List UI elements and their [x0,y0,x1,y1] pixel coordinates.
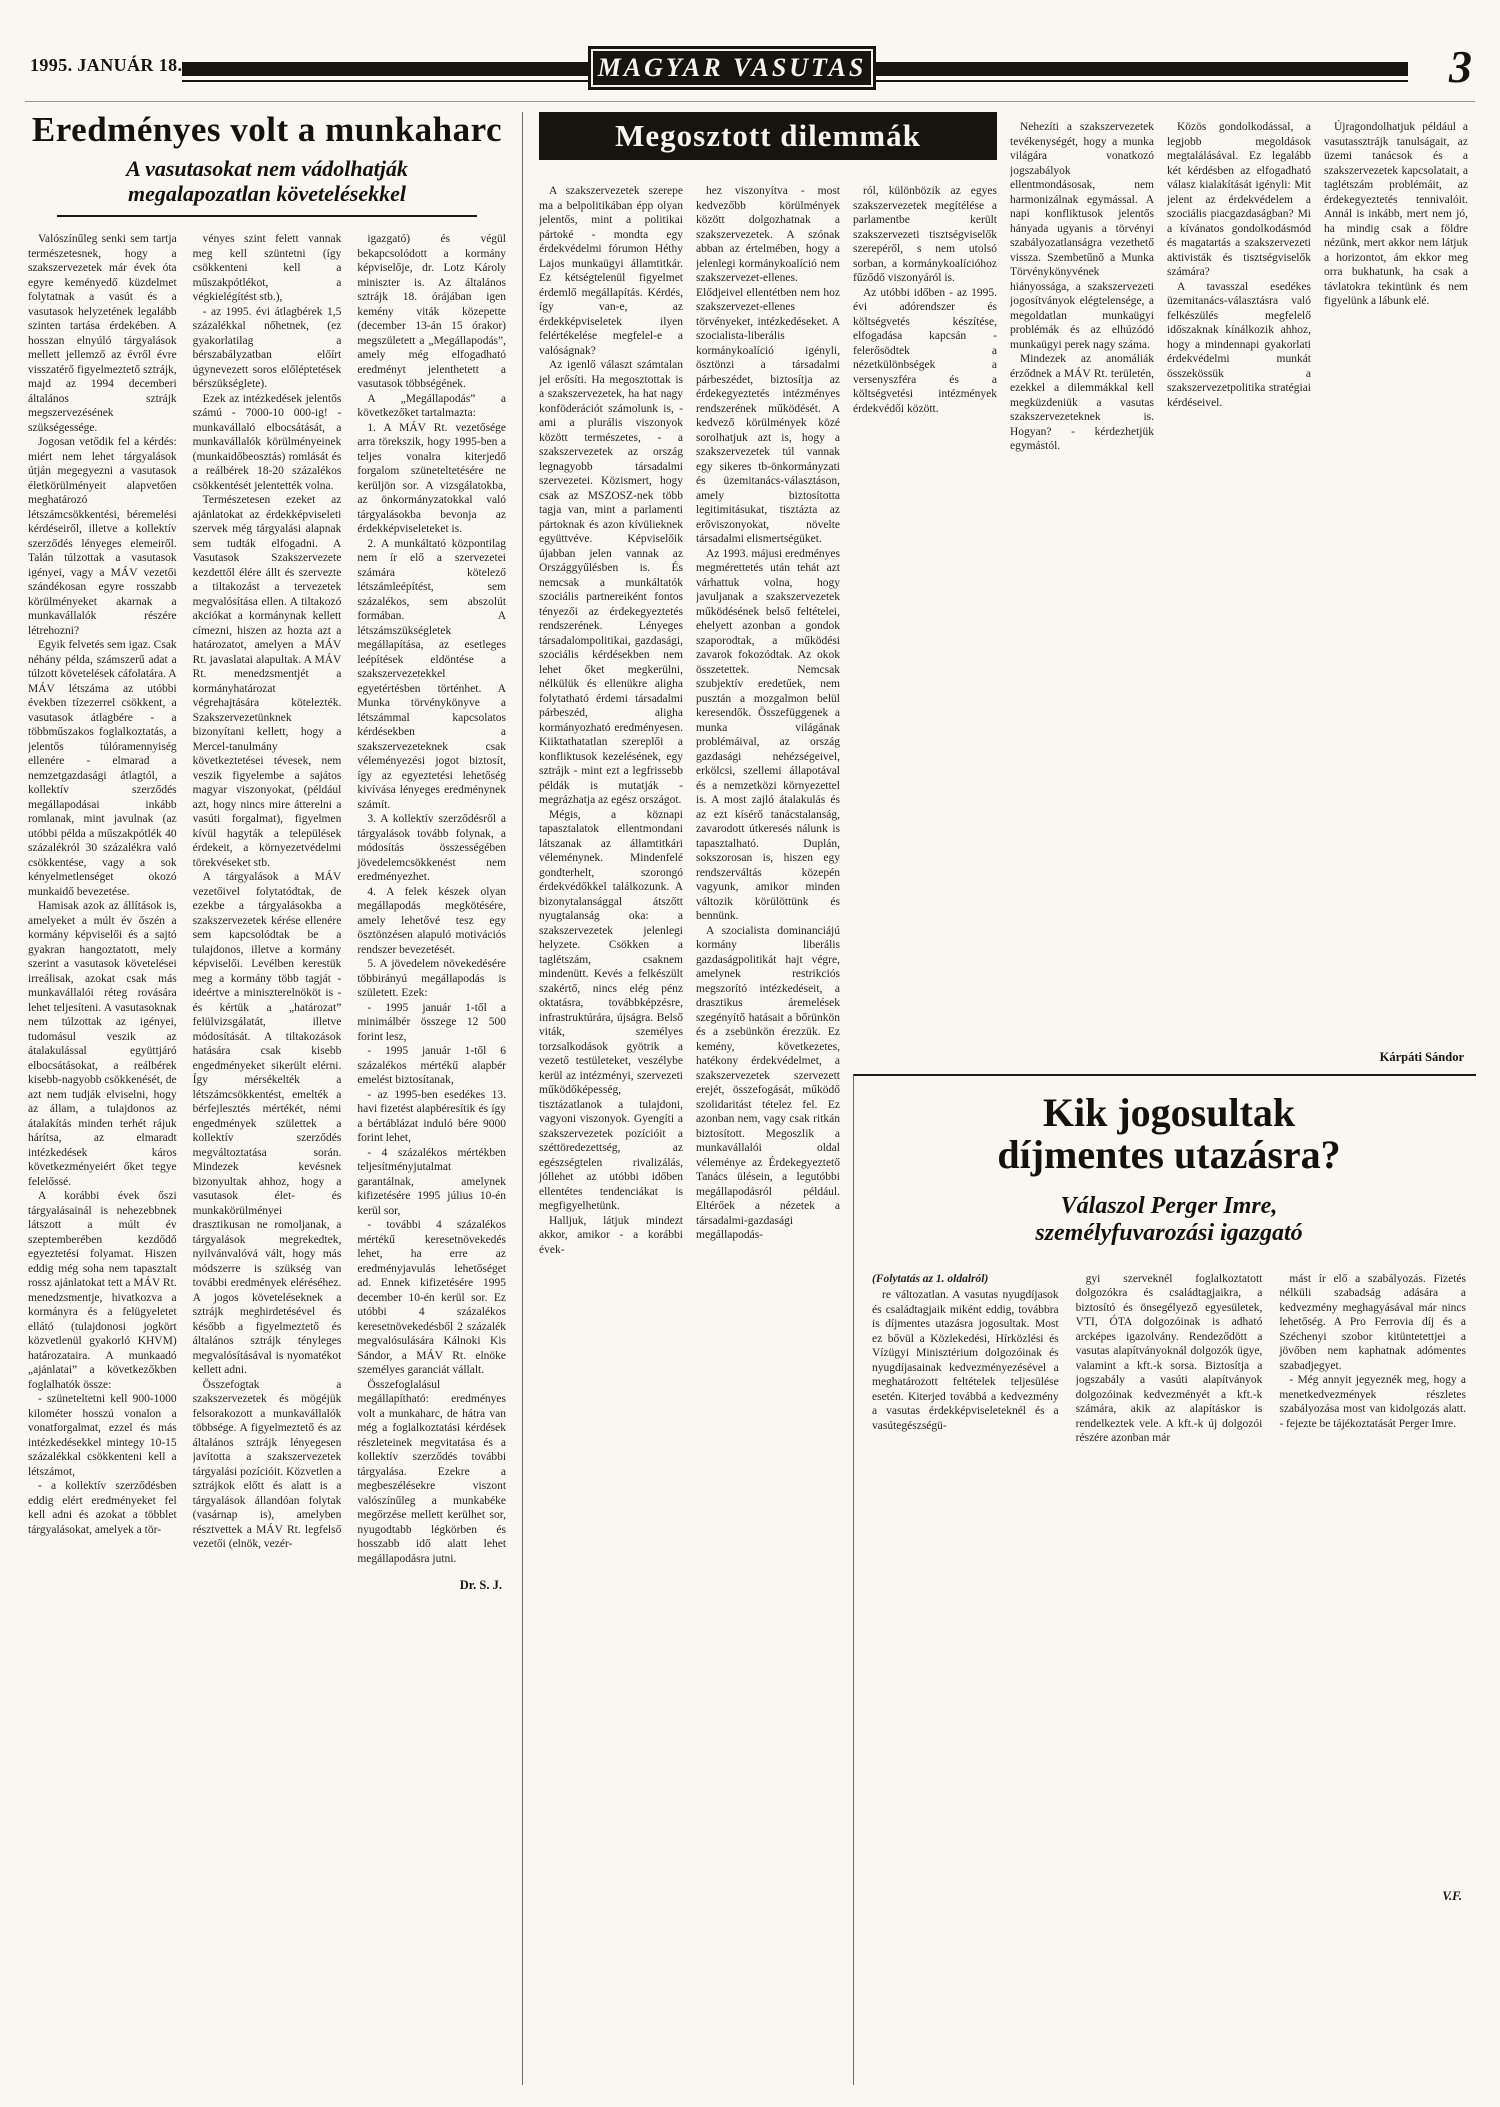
paragraph: Közös gondolkodással, a legjobb megoldások megtalálásával. Ez legalább két kérdésben az elfogadható válasz kialakítását igényli: Mit jelent az érdekvédelem a szociális piacgazdaságban? Mi a kívánatos gondolkodásmód és magatartás a szakszervezeti aktivisták és tisztségviselők számára? [1167,121,1311,278]
subtitle-line-2: személyfuvarozási igazgató [1035,1220,1303,1247]
paragraph: 5. A jövedelem növekedésére többirányú megállapodás is született. Ezek: [357,958,506,1000]
paragraph: - Még annyit jegyeznék meg, hogy a menetkedvezmények részletes szabályozása most van kidolgozás alatt. - fejezte be tájékoztatását Perger Imre. [1279,1374,1466,1430]
paragraph: Újragondolhatjuk például a vasutassztrájk tanulságait, az üzemi tanácsok és a szakszervezetek kapcsolatait, a taglétszám problémáit, az érdekegyeztetés tennivalóit. Annál is inkább, mert nem jó, ha mindig csak a földre nézünk, mert akkor nem látjuk a horizontot, ám ekkor meg orra bukhatunk, ha csak a távlatokra tekintünk és nem figyelünk a lábunk elé. [1324,121,1468,307]
dilemmak-column-4 [1010,120,1154,1070]
article-utazas [853,1074,1476,2085]
masthead-title: MAGYAR VASUTAS [597,53,867,82]
author-signature: Dr. S. J. [459,1578,503,1593]
dilemmak-column-5 [1167,120,1311,1070]
paragraph: - a kollektív szerződésben eddig elért eredményeket fel kell adni és azokat a többlet tárgyalásokat, amelyek a tör- [28,1480,177,1536]
masthead [588,46,876,90]
paragraph: Összefogtak a szakszervezetek és mögéjük felsorakozott a munkavállalók többsége. A figyelmeztető és az általános sztrájk lényegesen javította a szakszervezetek tárgyalási pozícióit. Közvetlen a sztrájkok előtt és alatt is a tárgyalások állandóan folytak (vasárnap is), amelyben résztvettek a MÁV Rt. legfelső vezetői (elnök, vezér- [192,1378,342,1551]
paragraph: A tárgyalások a MÁV vezetőivel folytatódtak, de ezekbe a tárgyalásokba a szakszervezetek kérése ellenére sem kapcsolódtak be a tulajdonos, illetve a kormány képviselői. Levélben kerestük meg a kormány több tagját - ideértve a miniszterelnököt is - és kértük a „határozat” felülvizsgálatát, illetve módosítását. A tiltakozások hatására csak kisebb engedményeket sikerült elérni. Így mérsékelték a létszámcsökkentést, emelték a bérfejlesztés mértékét, némi engedmények születtek a kollektív szerződés megváltoztatása során. Mindezek kevésnek bizonyultak ahhoz, hogy a vasutasok élet- és munkakörülményei drasztikusan ne romoljanak, a tárgyalások megrekedtek, nyilvánvalóvá vált, hogy más módszerre is szükség van további eredmények eléréséhez. A jogos követeléseknek a sztrájk meghirdetésével és később a figyelmeztető és általános sztrájk tényleges megvalósításával is nyomatékot kellett adni. [192,871,342,1377]
dilemmak-column-1 [539,184,683,2074]
author-signature: V.F. [1442,1889,1463,1904]
paragraph: Mindezek az anomáliák érződnek a MÁV Rt. területén, ezekkel a dilemmákkal kell megküzdeniük a vasutas szakszervezeteknek is. Hogyan? - kérdezhetjük egymástól. [1010,353,1154,452]
paragraph: - az 1995-ben esedékes 13. havi fizetést alapbéresítik és így a bértáblázat induló bére 9000 forint lehet, [357,1088,506,1145]
article-utazas-subtitle [872,1193,1466,1248]
paragraph: Hamisak azok az állítások is, amelyeket a múlt év őszén a kormány képviselői és a sajtó gyakran hangoztatott, mely szerint a vasutasok követelései irreálisak, azokat csak más munkavállalói réteg rovására lehet teljesíteni. A vasutasoknak nem túlzottak az igényei, tudomásul veszik az átalakulással együttjáró elbocsátásokat, a reálbérek kisebb-nagyobb csökkenését, de azt nem tudják elviselni, hogy az állam, a tulajdonos az átalakítás minden terhét rájuk hárítsa, az elmaradt intézkedések káros következményeiért őket tegye felelőssé. [28,900,177,1188]
article-munkaharc-headline: Eredményes volt a munkaharc [31,110,503,149]
paragraph: Természetesen ezeket az ajánlatokat az érdekképviseleti szervek még tárgyalási alapnak sem tudták elfogadni. A Vasutasok Szakszervezete kezdettől élére állt és szervezte a tiltakozást a tervezetek megvalósítása ellen. A tiltakozó akciókat a kormánynak kellett címezni, hiszen az hozta azt a határozatot, amelyen a MÁV Rt. javaslatai alapultak. A MÁV Rt. menedzsmentjét a kormányhatározat végrehajtására kötelezték. Szakszervezetünknek bizonyítani kellett, hogy a Mercel-tanulmány következtetései tévesek, nem veszik figyelembe a sajátos magyar viszonyokat, (például azt, hogy nincs mire átterelni a vasúti forgalmat), figyelmen kívül hagyták a települések érdekeit, a környezetvédelmi törekvéseket stb. [192,494,342,869]
article-munkaharc-subtitle [57,157,478,218]
paragraph: igazgató) és végül bekapcsolódott a kormány képviselője, dr. Lotz Károly miniszter is. Az általános sztrájk 18. órájában igen kemény viták közepette (december 13-án 15 órakor) megszületett a „Megállapodás”, amely még elfogadható eredményt jelenthetett a vasutasok többségének. [357,233,506,391]
paragraph: Ezek az intézkedések jelentős számú - 7000-10 000-ig! - munkavállaló elbocsátását, a munkavállalók körülményeinek (munkaidőbeosztás) romlását és a reálbérek 18-20 százalékos csökkentését jelentették volna. [192,392,342,492]
subtitle-line-1: Válaszol Perger Imre, [1060,1192,1278,1219]
paragraph: - szüneteltetni kell 900-1000 kilométer hosszú vonalon a vonatforgalmat, ezzel és más intézkedésekkel mintegy 10-15 százalékkal csökkenteni kell a létszámot, [28,1393,177,1478]
article-munkaharc-body [28,232,506,2072]
paragraph: hez viszonyítva - most kedvezőbb körülmények között dolgozhatnak a szakszervezetek. A szónak abban az értelmében, hogy a jelenlegi kormánykoalíció nem szakszervezet-ellenes. Elődjeivel ellentétben nem hoz szakszervezet-ellenes törvényeket, intézkedéseket. A szocialista-liberális kormánykoalíció igényli, ösztönzi a társadalmi párbeszédet, biztosítja az érdekegyeztetés intézményes rendszerének működését. A kedvező körülmények közé sorolhatjuk azt is, hogy a szakszervezetek túl vannak egy sikeres tb-önkormányzati és üzemitanács-választáson, amely biztosította legitimitásukat, tisztázta az erőviszonyokat, növelte társadalmi elismertségüket. [696,185,840,545]
dilemmak-column-6-paragraphs [1324,120,1468,309]
paragraph: - 1995 január 1-től 6 százalékos mértékű alapbér emelést biztosítanak, [357,1045,506,1087]
paragraph: - 4 százalékos mértékben teljesítményjutalmat garantálnak, amelynek kifizetésére 1995 július 10-én kerül sor, [357,1146,506,1217]
paragraph: 3. A kollektív szerződésről a tárgyalások tovább folynak, a módosítás összességében jövedelemcsökkenést nem eredményezhet. [357,813,506,884]
article-dilemmak-banner [539,112,997,160]
text-column-3 [357,232,506,2072]
article-utazas-headline [872,1092,1466,1177]
paragraph: 2. A munkáltató központilag nem ír elő a szervezetei számára kötelező létszámleépítést, sem százalékos, sem abszolút formában. A létszámszükségletek megállapítása, az esetleges leépítések eldöntése a szakszervezetekkel egyetértésben történhet. A Munka törvénykönyve a létszámmal kapcsolatos kérdésekben a szakszervezeteknek csak véleményezési jogot biztosít, így az egyeztetési lehetőség kivívása lényeges eredménynek számít. [357,537,506,811]
paragraph: Jogosan vetődik fel a kérdés: miért nem lehet tárgyalások útján megegyezni a vasutasok életkörülményeit alapvetően meghatározó létszámcsökkentési, béremelési kérdéseiről, illetve a kollektív szerződés lényeges elemeiről. Talán túlzottak a vasutasok igényei, vagy a MÁV vezetői szándékosan egyre rosszabb körülményeket akarnak a munkavállalók részére létrehozni? [28,436,177,637]
paragraph: ról, különbözik az egyes szakszervezetek megítélése a parlamentbe került szakszervezeti tisztségviselők szerepéről, s nem utolsó sorban, a kormánykoalícióhoz fűződő viszonyáról is. [853,185,997,284]
continuation-note: (Folytatás az 1. oldalról) [872,1272,989,1285]
paragraph: gyi szerveknél foglalkoztatott dolgozókra és családtagjaikra, a biztosító és önsegélyező egyesületek, VTI, ÓTA dolgozóinak is adható arcképes igazolvány. Rendeződött a vasutas alapítványoknál dolgozók ügye, valamint a kft.-k sorsa. Biztosítja a jogszabály a vasúti alapítványok dolgozóinak kedvezményét a kft.-k számára, akik az alapításkor is rendelkeztek vele. A kft.-k új dolgozói részére azonban már [1075,1272,1263,1445]
paragraph: Valószínűleg senki sem tartja természetesnek, hogy a szakszervezetek már évek óta egyre keményedő küzdelmet folytatnak a vasút és a vasutasok helyzetének legalább szinten tartása érdekében. A hosszan elnyúló tárgyalások mellett jellemző az évről évre visszatérő figyelmeztető sztrájk, majd az 1994 decemberi általános sztrájk megszervezésének szükségessége. [28,233,177,434]
paragraph: Nehezíti a szakszervezetek tevékenységét, hogy a munka világára vonatkozó jogszabályok ellentmondásosak, nem harmonizálnak egymással. A napi konfliktusok jelentős hányada ugyanis a törvényi szabályozatlanságra vezethető vissza. Szembetűnő a Munka Törvénykönyvének hiányossága, a szakszervezeti jogosítványok elégtelensége, a megoldatlan munkaügyi problémák és az elhúzódó munkaügyi perek nagy száma. [1010,121,1154,351]
issue-date: 1995. JANUÁR 18. [30,55,183,75]
right-section [522,112,1475,2085]
headline-line-1: Kik jogosultak [1042,1090,1296,1135]
paragraph: Egyik felvetés sem igaz. Csak néhány példa, számszerű adat a túlzott követelések cáfolatára. A MÁV létszáma az utóbbi években tízezerrel csökkent, a vasutasok átlagbére - a többműszakos foglalkoztatás, a jelentős túlóramennyiség ellenére - elmarad a nemzetgazdasági átlagtól, a kollektív szerződés megállapodásai inkább romlanak, mint javulnak (az utóbbi példa a műszakpótlék 40 százalékról 30 százalékra való csökkentése, vagy a sok kényelmetlenséget okozó munkaidő bevezetése. [28,639,177,898]
utazas-column-3 [1279,1272,1466,1912]
author-signature: Kárpáti Sándor [1379,1049,1464,1064]
utazas-column-1 [872,1272,1059,1912]
paragraph: Mégis, a köznapi tapasztalatok ellentmondani látszanak az államtitkári véleménynek. Mindenfelé gondterhelt, szorongó érdekvédőkkel találkozunk. A bizonytalansággal átszőtt nyugtalanság oka: a szakszervezetek jelenlegi helyzete. Csökken a taglétszám, csaknem mindenütt. Kevés a felkészült szakértő, nincs elég pénz oktatásra, továbbképzésre, infrastruktúrára, újságra. Belső viták, személyes torzsalkodások gyötrik a vezető testületeket, veszélybe kerül az intézményi, szervezeti működőképesség, tisztázatlanok a tulajdoni, vagyoni viszonyok. Gyengíti a szakszervezetek pozícióit a széttöredezettség, az egészségtelen rivalizálás, jóllehet az utóbbi időben ellentétes tendenciákat is megfigyelhetünk. [539,808,683,1212]
paragraph: - az 1995. évi átlagbérek 1,5 százalékkal nőhetnek, (ez gyakorlatilag a bérszabályzatban előírt úgynevezett soros előléptetések bérszükséglete). [192,305,342,391]
article-utazas-body [872,1272,1466,1912]
paragraph: A szocialista dominanciájú kormány liberális gazdaságpolitikát hajt végre, amelynek restrikciós megszorító intézkedéseit, a drasztikus áremelések szegényítő hatásait a bőrünkön és a zsebünkön érezzük. Ez kemény, következetes, hatékony érdekvédelmet, a szakszervezetek szervezett erejét, összefogását, működő szolidaritást tételez fel. Ez azonban nem, vagy csak ritkán biztosított. Megoszlik a munkavállalói oldal véleménye az Érdekegyeztető Tanács ülésein, a legutóbbi megállapodásról például. Eltérőek a nézetek a társadalmi-gazdasági megállapodás- [696,924,840,1241]
text-column-1 [28,232,177,2072]
paragraph: A szakszervezetek szerepe ma a belpolitikában épp olyan jelentős, mint a politikai pártoké - mondta egy érdekvédelmi fórumon Héthy Lajos munkaügyi államtitkár. Ez kétségtelenül figyelmet érdemlő megállapítás. Kérdés, így van-e, az érdekképviseletek ilyen felértékelése megfelel-e a valóságnak? [539,185,683,357]
subtitle-line-2: megalapozatlan követelésekkel [128,180,406,206]
paragraph: 1. A MÁV Rt. vezetősége arra törekszik, hogy 1995-ben a teljes vonalra kiterjedő forgalom szüneteltetésére ne kerüljön sor. A vizsgálatokba, az önkormányzatokkal való tárgyalásokba bevonja az érdekképviseleteket is. [357,421,506,536]
dilemmak-column-6 [1324,120,1468,1070]
paragraph: Halljuk, látjuk mindezt akkor, amikor - a korábbi évek- [539,1214,683,1256]
header-rule [25,101,1475,102]
paragraph: re változatlan. A vasutas nyugdíjasok és családtagjaik miként eddig, továbbra is díjmentes utazásra jogosultak. Most ez bővül a Közlekedési, Hírközlési és Vízügyi Minisztérium dolgozóinak és nyugdíjasainak kedvezményezésével a meghatározott feltételek teljesülése esetén. Kiterjed továbbá a kedvezmény a vasutas érdekképviseleteknél és a vasútegészségü- [872,1289,1059,1432]
paragraph: Az 1993. májusi eredményes megmérettetés után tehát azt várhattuk volna, hogy javuljanak a szakszervezetek működésének belső feltételei, ehelyett azonban a gondok szaporodtak, a működési zavarok fokozódtak. Az okok összetettek. Nemcsak szubjektív eredetűek, nem pusztán a mozgalmon belül keresendők. Összefüggenek a munka világának problémáival, az ország gazdasági nehézségeivel, erkölcsi, szellemi állapotával és a nemzetközi környezettel is. A most zajló átalakulás és az ezt kísérő tanácstalanság, zavarodott útkeresés nálunk is tapasztalható. Duplán, sokszorosan is, hiszen egy rendszerváltás közepén vagyunk, amikor minden változik körülöttünk és bennünk. [696,547,840,922]
paragraph: A tavasszal esedékes üzemitanács-választásra való felkészülés megfelelő időszaknak kínálkozik ahhoz, hogy a mindennapi gyakorlati érdekvédelmi munkát összekössük a szakszervezetpolitika stratégiai kérdéseivel. [1167,280,1311,409]
paragraph: Az utóbbi időben - az 1995. évi adórendszer és költségvetés készítése, elfogadása kapcsán - felerősödtek a nézetkülönbségek a versenyszféra és a költségvetési intézmények érdekvédői között. [853,286,997,415]
text-column-3-paragraphs [357,232,506,1566]
paragraph: - 1995 január 1-től a minimálbér összege 12 500 forint lesz, [357,1001,506,1043]
paragraph: - további 4 százalékos mértékű keresetnövekedés lehet, ha erre az eredményjavulás lehetőséget ad. Ennek kifizetésére 1995 december 10-én kerül sor. Ez utóbbi 4 százalékos keresetnövekedésből 2 százalék megvalósulására Kálnoki Kis Sándor, a MÁV Rt. elnöke személyes garanciát vállalt. [357,1219,506,1377]
subtitle-line-1: A vasutasokat nem vádolhatják [126,155,408,181]
headline-line-2: díjmentes utazásra? [997,1132,1341,1178]
text-column-2 [193,232,342,2072]
paragraph: Az igenlő választ számtalan jel erősíti. Ha megosztottak is a szakszervezetek, ha hat nagy konföderációt számolunk is, - ami a plurális viszonyok között természetes, - a szakszervezetek az ország legnagyobb társadalmi szervezetei. Közismert, hogy csak az MSZOSZ-nek több tagja van, mint a parlamenti pártoknak és azon kívülieknek együttvéve. Képviselőik újabban jelen vannak az Országgyűlésben is. És nemcsak a munkáltatók szociális partnereiként fontos tényezői az érdekegyeztetés rendszerének. Lényeges társadalompolitikai, gazdasági, szociális kérdésekben nem lehet őket megkerülni, nélkülük és ellenükre aligha folytatható érdemi társadalmi párbeszéd, aligha kormányozható eredményesen. Kiiktathatatlan szereplői a konfliktusok kezelésének, egy sztrájk - mint ezt a legfrissebb példák is mutatják - megrázhatja az egész országot. [539,359,683,806]
paragraph: Összefoglalásul megállapítható: eredményes volt a munkaharc, de hátra van még a foglalkoztatási kérdések részleteinek megvitatása és a kollektív szerződés további tárgyalása. Ezekre a megbeszélésekre viszont valószínűleg a munkabéke megőrzése mellett kerülhet sor, nyugodtabb légkörben és hosszabb idő alatt lehet megállapodásra jutni. [357,1378,506,1565]
paragraph: mást ír elő a szabályozás. Fizetés nélküli szabadság adására a kedvezmény meghagyásával már nincs lehetőség. A Pro Ferrovia díj és a Széchenyi szobor kitüntetettjei a jövőben nem kaphatnak adómentes szabadjegyet. [1279,1272,1466,1372]
paragraph: A „Megállapodás” a következőket tartalmazta: [357,392,506,420]
utazas-column-1-paragraphs [872,1288,1059,1433]
paragraph: 4. A felek készek olyan megállapodás megkötésére, amely lehetővé tesz egy ösztönzésen alapuló motivációs rendszer bevezetését. [357,885,506,956]
dilemmak-column-2 [696,184,840,2074]
article-munkaharc [28,112,506,2085]
utazas-column-3-paragraphs [1279,1272,1466,1432]
paragraph: vényes szint felett vannak meg kell szüntetni (így csökkenteni kell a műszakpótlékot, a végkielégítést stb.), [192,233,342,304]
dilemmak-column-3 [853,184,997,1070]
paragraph: A korábbi évek őszi tárgyalásainál is nehezebbnek látszott a múlt év szeptemberében kezdődő egyeztetési folyamat. Hiszen eddig még soha nem tapasztalt rossz ajánlatokat tett a MÁV Rt. menedzsmentje, hivatkozva a kormányra és a felügyeletet ellátó (tulajdonosi jogkört közvetlenül gyakorló KHVM) határozataira. A munkaadó „ajánlatai” a következőkben foglalhatók össze: [28,1190,177,1391]
page-number: 3 [1449,41,1472,92]
article-dilemmak-headline: Megosztott dilemmák [615,118,921,153]
utazas-column-2 [1076,1272,1263,1912]
